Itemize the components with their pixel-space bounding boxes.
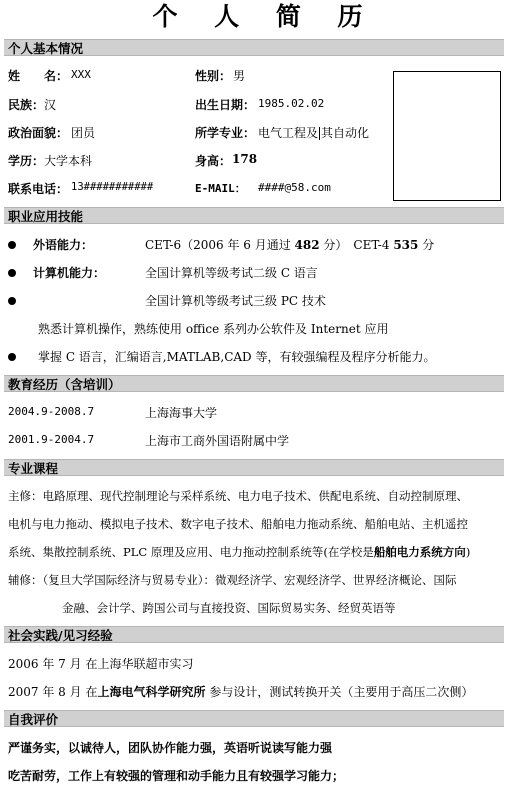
education-school: 上海海事大学 — [145, 406, 218, 420]
programming-skill-line: 掌握 C 语言，汇编语言,MATLAB,CAD 等，有较强编程及程序分析能力。 — [38, 350, 436, 364]
education-period: 2004.9-2008.7 — [8, 405, 95, 418]
minor-courses-line-1: 辅修：（复旦大学国际经济与贸易专业）：微观经济学、宏观经济学、世界经济概论、国际 — [8, 573, 457, 587]
lang-value: CET-6（2006 年 6 月通过 482 分） CET-4 535 分 — [145, 238, 435, 252]
bullet-icon — [8, 241, 16, 249]
lang-label: 外语能力： — [33, 238, 94, 252]
phone-value: 13########### — [71, 181, 154, 193]
education-period: 2001.9-2004.7 — [8, 433, 95, 446]
birth-label: 出生日期： — [195, 98, 256, 112]
name-label: 姓 名： — [8, 69, 69, 83]
gender-label: 性别： — [195, 69, 232, 83]
bullet-icon — [8, 269, 16, 277]
practice-item: 2007 年 8 月 在上海电气科学研究所 参与设计，测试转换开关（主要用于高压二次侧） — [8, 685, 474, 699]
office-skill-line: 熟悉计算机操作，熟练使用 office 系列办公软件及 Internet 应用 — [38, 322, 389, 336]
height-value: 178 — [232, 152, 258, 166]
phone-label: 联系电话： — [8, 182, 69, 196]
computer-value-1: 全国计算机等级考试二级 C 语言 — [145, 266, 318, 280]
bullet-icon — [8, 297, 16, 305]
main-courses-line-2: 电机与电力拖动、模拟电子技术、数字电子技术、船舶电力拖动系统、船舶电站、主机遥控 — [8, 517, 468, 531]
section-header-basic: 个人基本情况 — [4, 39, 504, 56]
ethnicity-label: 民族： — [8, 98, 45, 112]
section-header-practice: 社会实践/见习经验 — [4, 626, 504, 643]
gender-value: 男 — [233, 69, 246, 83]
education-school: 上海市工商外国语附属中学 — [145, 434, 290, 448]
degree-label: 学历： — [8, 154, 45, 168]
politics-label: 政治面貌： — [8, 126, 69, 140]
main-courses-line-1: 主修：电路原理、现代控制理论与采样系统、电力电子技术、供配电系统、自动控制原理、 — [8, 489, 468, 503]
major-label: 所学专业： — [195, 126, 256, 140]
email-label: E-MAIL： — [195, 182, 246, 195]
practice-item: 2006 年 7 月 在上海华联超市实习 — [8, 657, 194, 671]
politics-value: 团员 — [71, 126, 96, 140]
ethnicity-value: 汉 — [44, 98, 57, 112]
section-header-skills: 职业应用技能 — [4, 207, 504, 224]
section-header-education: 教育经历（含培训） — [4, 375, 504, 392]
computer-label: 计算机能力： — [33, 266, 106, 280]
resume-title: 个 人 简 历 — [152, 2, 377, 31]
bullet-icon — [8, 353, 16, 361]
photo-placeholder — [393, 71, 501, 201]
main-courses-line-3: 系统、集散控制系统、PLC 原理及应用、电力拖动控制系统等(在学校是船舶电力系统方向) — [8, 545, 471, 559]
self-evaluation-line: 吃苦耐劳，工作上有较强的管理和动手能力且有较强学习能力； — [8, 769, 345, 783]
degree-value: 大学本科 — [44, 154, 93, 168]
email-value: ####@58.com — [258, 181, 331, 194]
birth-value: 1985.02.02 — [258, 97, 325, 110]
height-label: 身高： — [195, 154, 232, 168]
major-value: 电气工程及 其自动化 — [258, 126, 370, 140]
minor-courses-line-2: 金融、会计学、跨国公司与直接投资、国际贸易实务、经贸英语等 — [62, 601, 396, 615]
text-cursor — [319, 127, 320, 140]
self-evaluation-line: 严谨务实，以诚待人，团队协作能力强，英语听说读写能力强 — [8, 741, 333, 755]
name-value: XXX — [71, 68, 91, 81]
section-header-courses: 专业课程 — [4, 459, 504, 476]
section-header-self: 自我评价 — [4, 710, 504, 727]
computer-value-2: 全国计算机等级考试三级 PC 技术 — [145, 294, 326, 308]
